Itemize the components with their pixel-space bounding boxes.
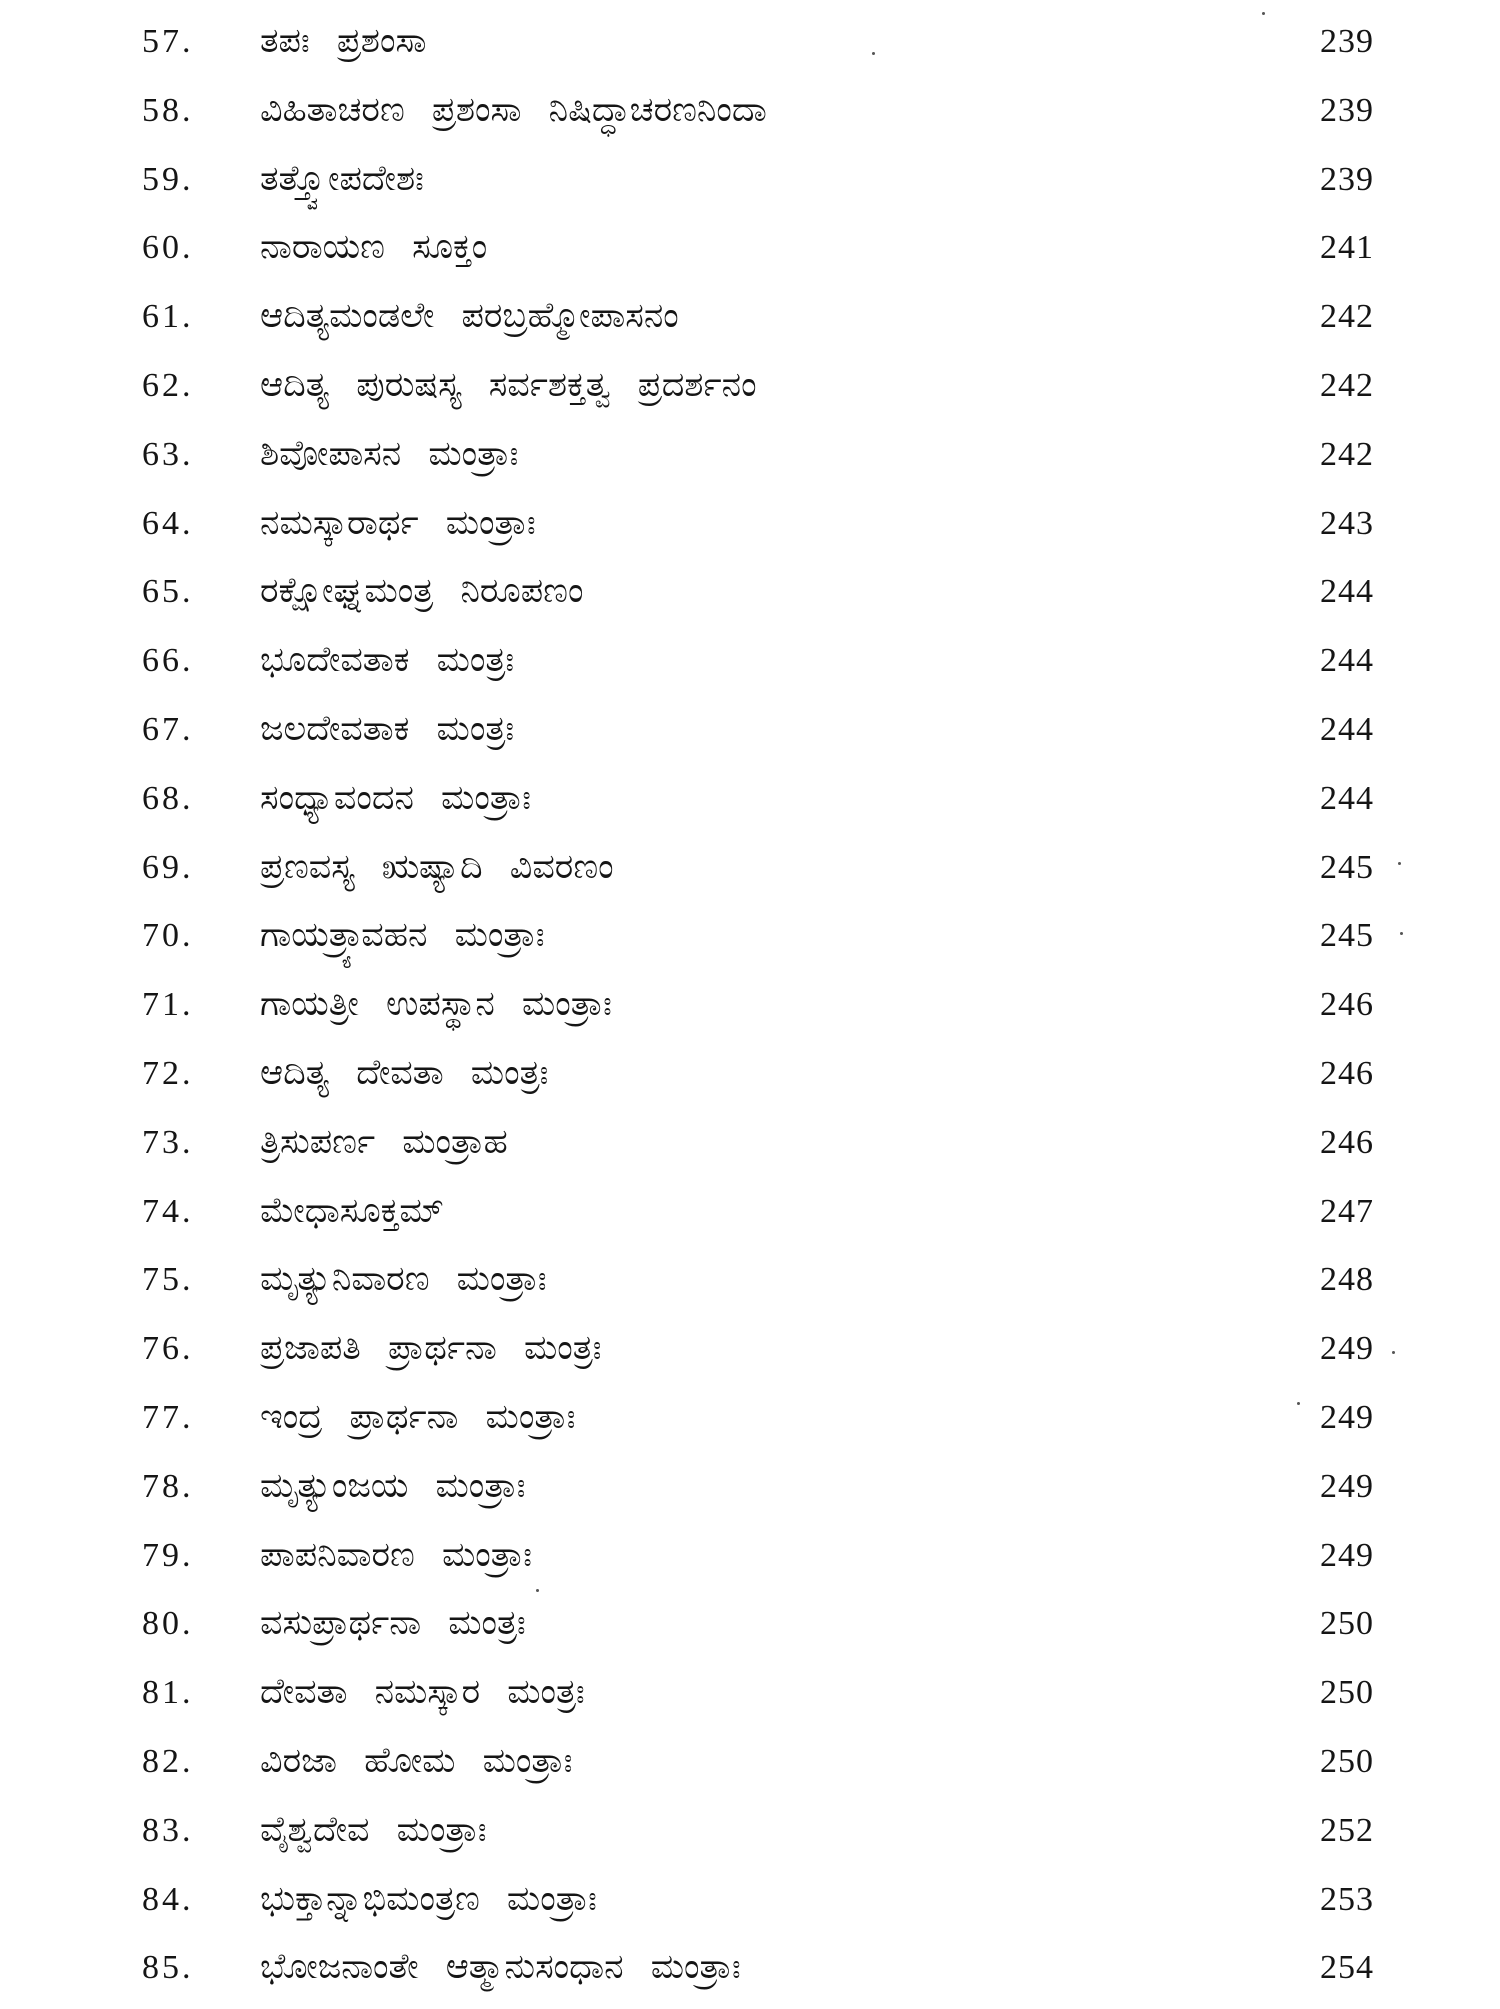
entry-title: ವಿಹಿತಾಚರಣ ಪ್ರಶಂಸಾ ನಿಷಿದ್ಧಾಚರಣನಿಂದಾ xyxy=(260,89,767,130)
toc-entry xyxy=(0,496,1500,565)
entry-title: ಆದಿತ್ಯ ಪುರುಷಸ್ಯ ಸರ್ವಶಕ್ತತ್ವ ಪ್ರದರ್ಶನಂ xyxy=(260,364,757,405)
entry-title: ಗಾಯತ್ರ್ಯಾವಹನ ಮಂತ್ರಾಃ xyxy=(260,915,545,956)
entry-title: ದೇವತಾ ನಮಸ್ಕಾರ ಮಂತ್ರಃ xyxy=(260,1672,585,1713)
entry-page-number: 244 xyxy=(1320,642,1374,680)
entry-page-number: 244 xyxy=(1320,779,1374,817)
entry-number: 68. xyxy=(142,779,194,817)
entry-title: ಪ್ರಜಾಪತಿ ಪ್ರಾರ್ಥನಾ ಮಂತ್ರಃ xyxy=(260,1328,602,1369)
entry-number: 82. xyxy=(142,1742,194,1780)
scan-speck xyxy=(1400,932,1403,935)
entry-number: 72. xyxy=(142,1054,194,1092)
toc-entry xyxy=(0,633,1500,702)
entry-page-number: 242 xyxy=(1320,435,1374,473)
entry-number: 79. xyxy=(142,1536,194,1574)
entry-title: ಭೂದೇವತಾಕ ಮಂತ್ರಃ xyxy=(260,640,515,681)
toc-entry xyxy=(0,1046,1500,1115)
entry-number: 76. xyxy=(142,1330,194,1368)
toc-entry xyxy=(0,1734,1500,1803)
toc-entry xyxy=(0,152,1500,221)
entry-number: 70. xyxy=(142,917,194,955)
entry-number: 75. xyxy=(142,1261,194,1299)
scan-speck xyxy=(872,52,875,55)
entry-title: ಇಂದ್ರ ಪ್ರಾರ್ಥನಾ ಮಂತ್ರಾಃ xyxy=(260,1396,576,1437)
entry-number: 63. xyxy=(142,435,194,473)
entry-number: 77. xyxy=(142,1398,194,1436)
entry-title: ತ್ರಿಸುಪರ್ಣ ಮಂತ್ರಾಹ xyxy=(260,1121,508,1162)
entry-page-number: 245 xyxy=(1320,848,1374,886)
toc-entry xyxy=(0,977,1500,1046)
entry-title: ನಾರಾಯಣ ಸೂಕ್ತಂ xyxy=(260,227,488,268)
toc-entry xyxy=(0,1665,1500,1734)
entry-page-number: 250 xyxy=(1320,1605,1374,1643)
entry-page-number: 253 xyxy=(1320,1880,1374,1918)
entry-number: 83. xyxy=(142,1811,194,1849)
entry-number: 84. xyxy=(142,1880,194,1918)
toc-entry xyxy=(0,771,1500,840)
entry-title: ತತ್ತ್ವೋಪದೇಶಃ xyxy=(260,158,424,199)
entry-title: ಮೃತ್ಯುಂಜಯ ಮಂತ್ರಾಃ xyxy=(260,1465,526,1506)
entry-title: ಮೇಧಾಸೂಕ್ತಮ್ xyxy=(260,1190,444,1231)
entry-number: 65. xyxy=(142,573,194,611)
entry-page-number: 243 xyxy=(1320,504,1374,542)
toc-entry xyxy=(0,1459,1500,1528)
entry-number: 64. xyxy=(142,504,194,542)
entry-title: ಶಿವೋಪಾಸನ ಮಂತ್ರಾಃ xyxy=(260,433,519,474)
entry-title: ಭುಕ್ತಾನ್ನಾಭಿಮಂತ್ರಣ ಮಂತ್ರಾಃ xyxy=(260,1878,597,1919)
entry-page-number: 239 xyxy=(1320,160,1374,198)
entry-number: 60. xyxy=(142,229,194,267)
entry-number: 73. xyxy=(142,1123,194,1161)
toc-entry xyxy=(0,427,1500,496)
entry-page-number: 250 xyxy=(1320,1674,1374,1712)
toc-entry xyxy=(0,83,1500,152)
entry-number: 58. xyxy=(142,91,194,129)
scan-speck xyxy=(1392,1351,1395,1354)
entry-title: ಭೋಜನಾಂತೇ ಆತ್ಮಾನುಸಂಧಾನ ಮಂತ್ರಾಃ xyxy=(260,1947,741,1988)
toc-entry xyxy=(0,1940,1500,2009)
entry-title: ಪಾಪನಿವಾರಣ ಮಂತ್ರಾಃ xyxy=(260,1534,532,1575)
entry-title: ಸಂಧ್ಯಾವಂದನ ಮಂತ್ರಾಃ xyxy=(260,777,532,818)
entry-number: 67. xyxy=(142,710,194,748)
entry-page-number: 249 xyxy=(1320,1398,1374,1436)
toc-entry xyxy=(0,1252,1500,1321)
entry-title: ಆದಿತ್ಯಮಂಡಲೇ ಪರಬ್ರಹ್ಮೋಪಾಸನಂ xyxy=(260,296,679,337)
entry-page-number: 254 xyxy=(1320,1949,1374,1987)
entry-page-number: 241 xyxy=(1320,229,1374,267)
entry-number: 78. xyxy=(142,1467,194,1505)
entry-number: 71. xyxy=(142,986,194,1024)
entry-number: 81. xyxy=(142,1674,194,1712)
toc-entry xyxy=(0,1596,1500,1665)
entry-title: ಮೃತ್ಯುನಿವಾರಣ ಮಂತ್ರಾಃ xyxy=(260,1259,547,1300)
toc-entry xyxy=(0,840,1500,909)
entry-number: 57. xyxy=(142,23,194,60)
entry-title: ನಮಸ್ಕಾರಾರ್ಥ ಮಂತ್ರಾಃ xyxy=(260,502,536,543)
scan-speck xyxy=(536,1589,539,1592)
toc-entry xyxy=(0,1321,1500,1390)
toc-entry xyxy=(0,1528,1500,1597)
toc-entry xyxy=(0,289,1500,358)
entry-page-number: 252 xyxy=(1320,1811,1374,1849)
toc-entry xyxy=(0,1390,1500,1459)
entry-page-number: 246 xyxy=(1320,1054,1374,1092)
scan-speck xyxy=(1262,12,1265,15)
entry-title: ವಿರಜಾ ಹೋಮ ಮಂತ್ರಾಃ xyxy=(260,1740,573,1781)
entry-page-number: 249 xyxy=(1320,1467,1374,1505)
toc-entry xyxy=(0,1872,1500,1941)
entry-title: ಪ್ರಣವಸ್ಯ ಋಷ್ಯಾದಿ ವಿವರಣಂ xyxy=(260,846,614,887)
entry-page-number: 239 xyxy=(1320,91,1374,129)
entry-page-number: 244 xyxy=(1320,710,1374,748)
entry-page-number: 246 xyxy=(1320,986,1374,1024)
toc-entry xyxy=(0,564,1500,633)
entry-page-number: 244 xyxy=(1320,573,1374,611)
scan-speck xyxy=(1398,862,1401,865)
entry-page-number: 242 xyxy=(1320,298,1374,336)
entry-title: ಆದಿತ್ಯ ದೇವತಾ ಮಂತ್ರಃ xyxy=(260,1052,549,1093)
entry-page-number: 242 xyxy=(1320,366,1374,404)
entry-number: 85. xyxy=(142,1949,194,1987)
entry-title: ಜಲದೇವತಾಕ ಮಂತ್ರಃ xyxy=(260,708,515,749)
entry-page-number: 249 xyxy=(1320,1536,1374,1574)
entry-number: 80. xyxy=(142,1605,194,1643)
entry-title: ವೈಶ್ವದೇವ ಮಂತ್ರಾಃ xyxy=(260,1809,487,1850)
entry-page-number: 249 xyxy=(1320,1330,1374,1368)
entry-number: 62. xyxy=(142,366,194,404)
entry-page-number: 247 xyxy=(1320,1192,1374,1230)
toc-entry xyxy=(0,14,1500,83)
entry-number: 59. xyxy=(142,160,194,198)
entry-page-number: 245 xyxy=(1320,917,1374,955)
toc-entry xyxy=(0,702,1500,771)
entry-page-number: 239 xyxy=(1320,23,1374,60)
entry-title: ತಪಃ ಪ್ರಶಂಸಾ xyxy=(260,21,427,61)
toc-entry xyxy=(0,358,1500,427)
entry-title: ರಕ್ಷೋಘ್ನಮಂತ್ರ ನಿರೂಪಣಂ xyxy=(260,571,584,612)
scan-speck xyxy=(1297,1402,1300,1405)
entry-number: 74. xyxy=(142,1192,194,1230)
entry-page-number: 246 xyxy=(1320,1123,1374,1161)
toc-entry xyxy=(0,1184,1500,1253)
toc-entry xyxy=(0,908,1500,977)
entry-page-number: 250 xyxy=(1320,1742,1374,1780)
entry-page-number: 248 xyxy=(1320,1261,1374,1299)
table-of-contents xyxy=(0,14,1500,2009)
toc-entry xyxy=(0,1803,1500,1872)
entry-title: ಗಾಯತ್ರೀ ಉಪಸ್ಥಾನ ಮಂತ್ರಾಃ xyxy=(260,984,612,1025)
toc-entry xyxy=(0,220,1500,289)
entry-number: 66. xyxy=(142,642,194,680)
entry-number: 61. xyxy=(142,298,194,336)
entry-number: 69. xyxy=(142,848,194,886)
entry-title: ವಸುಪ್ರಾರ್ಥನಾ ಮಂತ್ರಃ xyxy=(260,1603,526,1644)
toc-entry xyxy=(0,1115,1500,1184)
